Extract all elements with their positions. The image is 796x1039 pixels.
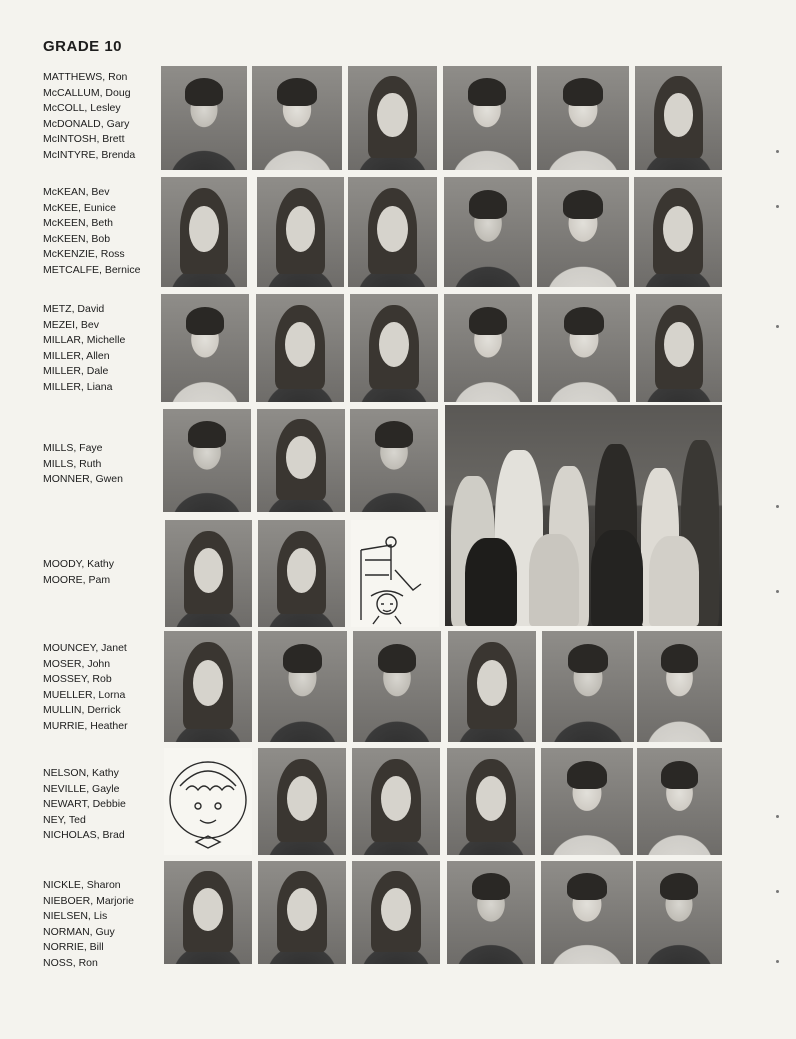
student-photo: [163, 409, 251, 512]
student-photo: [164, 631, 252, 742]
student-photo: [350, 294, 438, 402]
student-name: McKENZIE, Ross: [43, 248, 125, 261]
name-list-row-6: [43, 641, 159, 735]
student-name: MULLIN, Derrick: [43, 704, 121, 717]
name-list-row-1: [43, 70, 159, 164]
student-name: NORRIE, Bill: [43, 941, 104, 954]
student-photo: [636, 294, 722, 402]
student-photo: [443, 66, 531, 170]
name-list-row-8: [43, 878, 159, 972]
student-photo: [447, 861, 535, 964]
student-name: McINTOSH, Brett: [43, 133, 125, 146]
student-name: MATTHEWS, Ron: [43, 71, 128, 83]
student-photo: [541, 861, 633, 964]
student-name: McKEEN, Bob: [43, 232, 111, 245]
student-photo: [353, 631, 441, 742]
student-name: MILLER, Allen: [43, 349, 110, 362]
student-name: NORMAN, Guy: [43, 925, 115, 938]
name-list-row-2: [43, 185, 159, 279]
margin-mark: [776, 325, 779, 328]
student-name: MUELLER, Lorna: [43, 688, 126, 701]
student-photo: [161, 66, 247, 170]
student-name: McDONALD, Gary: [43, 117, 130, 130]
student-name: MILLER, Liana: [43, 380, 113, 393]
student-photo: [258, 748, 346, 855]
student-photo: [444, 294, 532, 402]
student-photo: [635, 66, 722, 170]
name-list-row-4: [43, 441, 159, 488]
student-name: NICHOLAS, Brad: [43, 829, 125, 842]
student-photo: [634, 177, 722, 287]
student-photo: [541, 748, 633, 855]
student-name: MOSER, John: [43, 657, 111, 670]
student-photo: [352, 861, 440, 964]
student-name: MOORE, Pam: [43, 573, 111, 586]
student-name: McKEAN, Bev: [43, 186, 110, 198]
student-name: METZ, David: [43, 303, 105, 315]
student-photo: [537, 66, 629, 170]
cartoon-drawing: [164, 748, 252, 855]
student-name: NIELSEN, Lis: [43, 910, 108, 923]
student-name: MILLS, Ruth: [43, 457, 102, 470]
margin-mark: [776, 505, 779, 508]
student-name: NICKLE, Sharon: [43, 879, 121, 891]
student-name: METCALFE, Bernice: [43, 263, 141, 276]
student-name: MONNER, Gwen: [43, 473, 123, 486]
student-photo: [637, 631, 722, 742]
cartoon-drawing: [351, 520, 439, 627]
student-name: NEY, Ted: [43, 813, 86, 826]
student-name: McKEE, Eunice: [43, 201, 116, 214]
student-name: MILLER, Dale: [43, 365, 109, 378]
student-name: McKEEN, Beth: [43, 217, 114, 230]
student-photo: [258, 520, 345, 627]
student-name: MILLAR, Michelle: [43, 334, 126, 347]
student-photo: [637, 748, 722, 855]
student-photo: [164, 861, 252, 964]
student-photo: [161, 294, 249, 402]
student-name: NEWART, Debbie: [43, 798, 126, 811]
student-name: NEVILLE, Gayle: [43, 782, 120, 795]
group-photo: [445, 405, 722, 626]
student-photo: [161, 177, 247, 287]
student-photo: [256, 294, 344, 402]
student-photo: [448, 631, 536, 742]
student-photo: [252, 66, 342, 170]
student-photo: [350, 409, 438, 512]
student-name: McCOLL, Lesley: [43, 102, 121, 115]
student-photo: [257, 409, 345, 512]
student-name: NOSS, Ron: [43, 956, 98, 969]
student-name: MURRIE, Heather: [43, 719, 128, 732]
page-title: GRADE 10: [43, 38, 123, 55]
student-photo: [537, 177, 629, 287]
student-name: NIEBOER, Marjorie: [43, 894, 135, 907]
margin-mark: [776, 960, 779, 963]
student-photo: [542, 631, 634, 742]
student-photo: [257, 177, 344, 287]
name-list-row-7: [43, 766, 159, 844]
margin-mark: [776, 890, 779, 893]
name-list-row-3: [43, 302, 159, 396]
student-photo: [444, 177, 532, 287]
student-name: McINTYRE, Brenda: [43, 148, 136, 161]
margin-mark: [776, 815, 779, 818]
student-name: MEZEI, Bev: [43, 318, 100, 331]
student-name: MILLS, Faye: [43, 442, 103, 454]
margin-mark: [776, 150, 779, 153]
student-photo: [352, 748, 440, 855]
student-photo: [538, 294, 630, 402]
student-photo: [258, 631, 347, 742]
student-photo: [348, 177, 437, 287]
student-name: NELSON, Kathy: [43, 767, 119, 779]
student-photo: [636, 861, 722, 964]
student-photo: [165, 520, 252, 627]
student-name: MOODY, Kathy: [43, 558, 114, 570]
student-photo: [258, 861, 346, 964]
student-photo: [348, 66, 437, 170]
student-photo: [447, 748, 535, 855]
student-name: MOSSEY, Rob: [43, 673, 112, 686]
name-list-row-5: [43, 557, 159, 588]
student-name: MOUNCEY, Janet: [43, 642, 127, 654]
margin-mark: [776, 590, 779, 593]
student-name: McCALLUM, Doug: [43, 86, 131, 99]
margin-mark: [776, 205, 779, 208]
